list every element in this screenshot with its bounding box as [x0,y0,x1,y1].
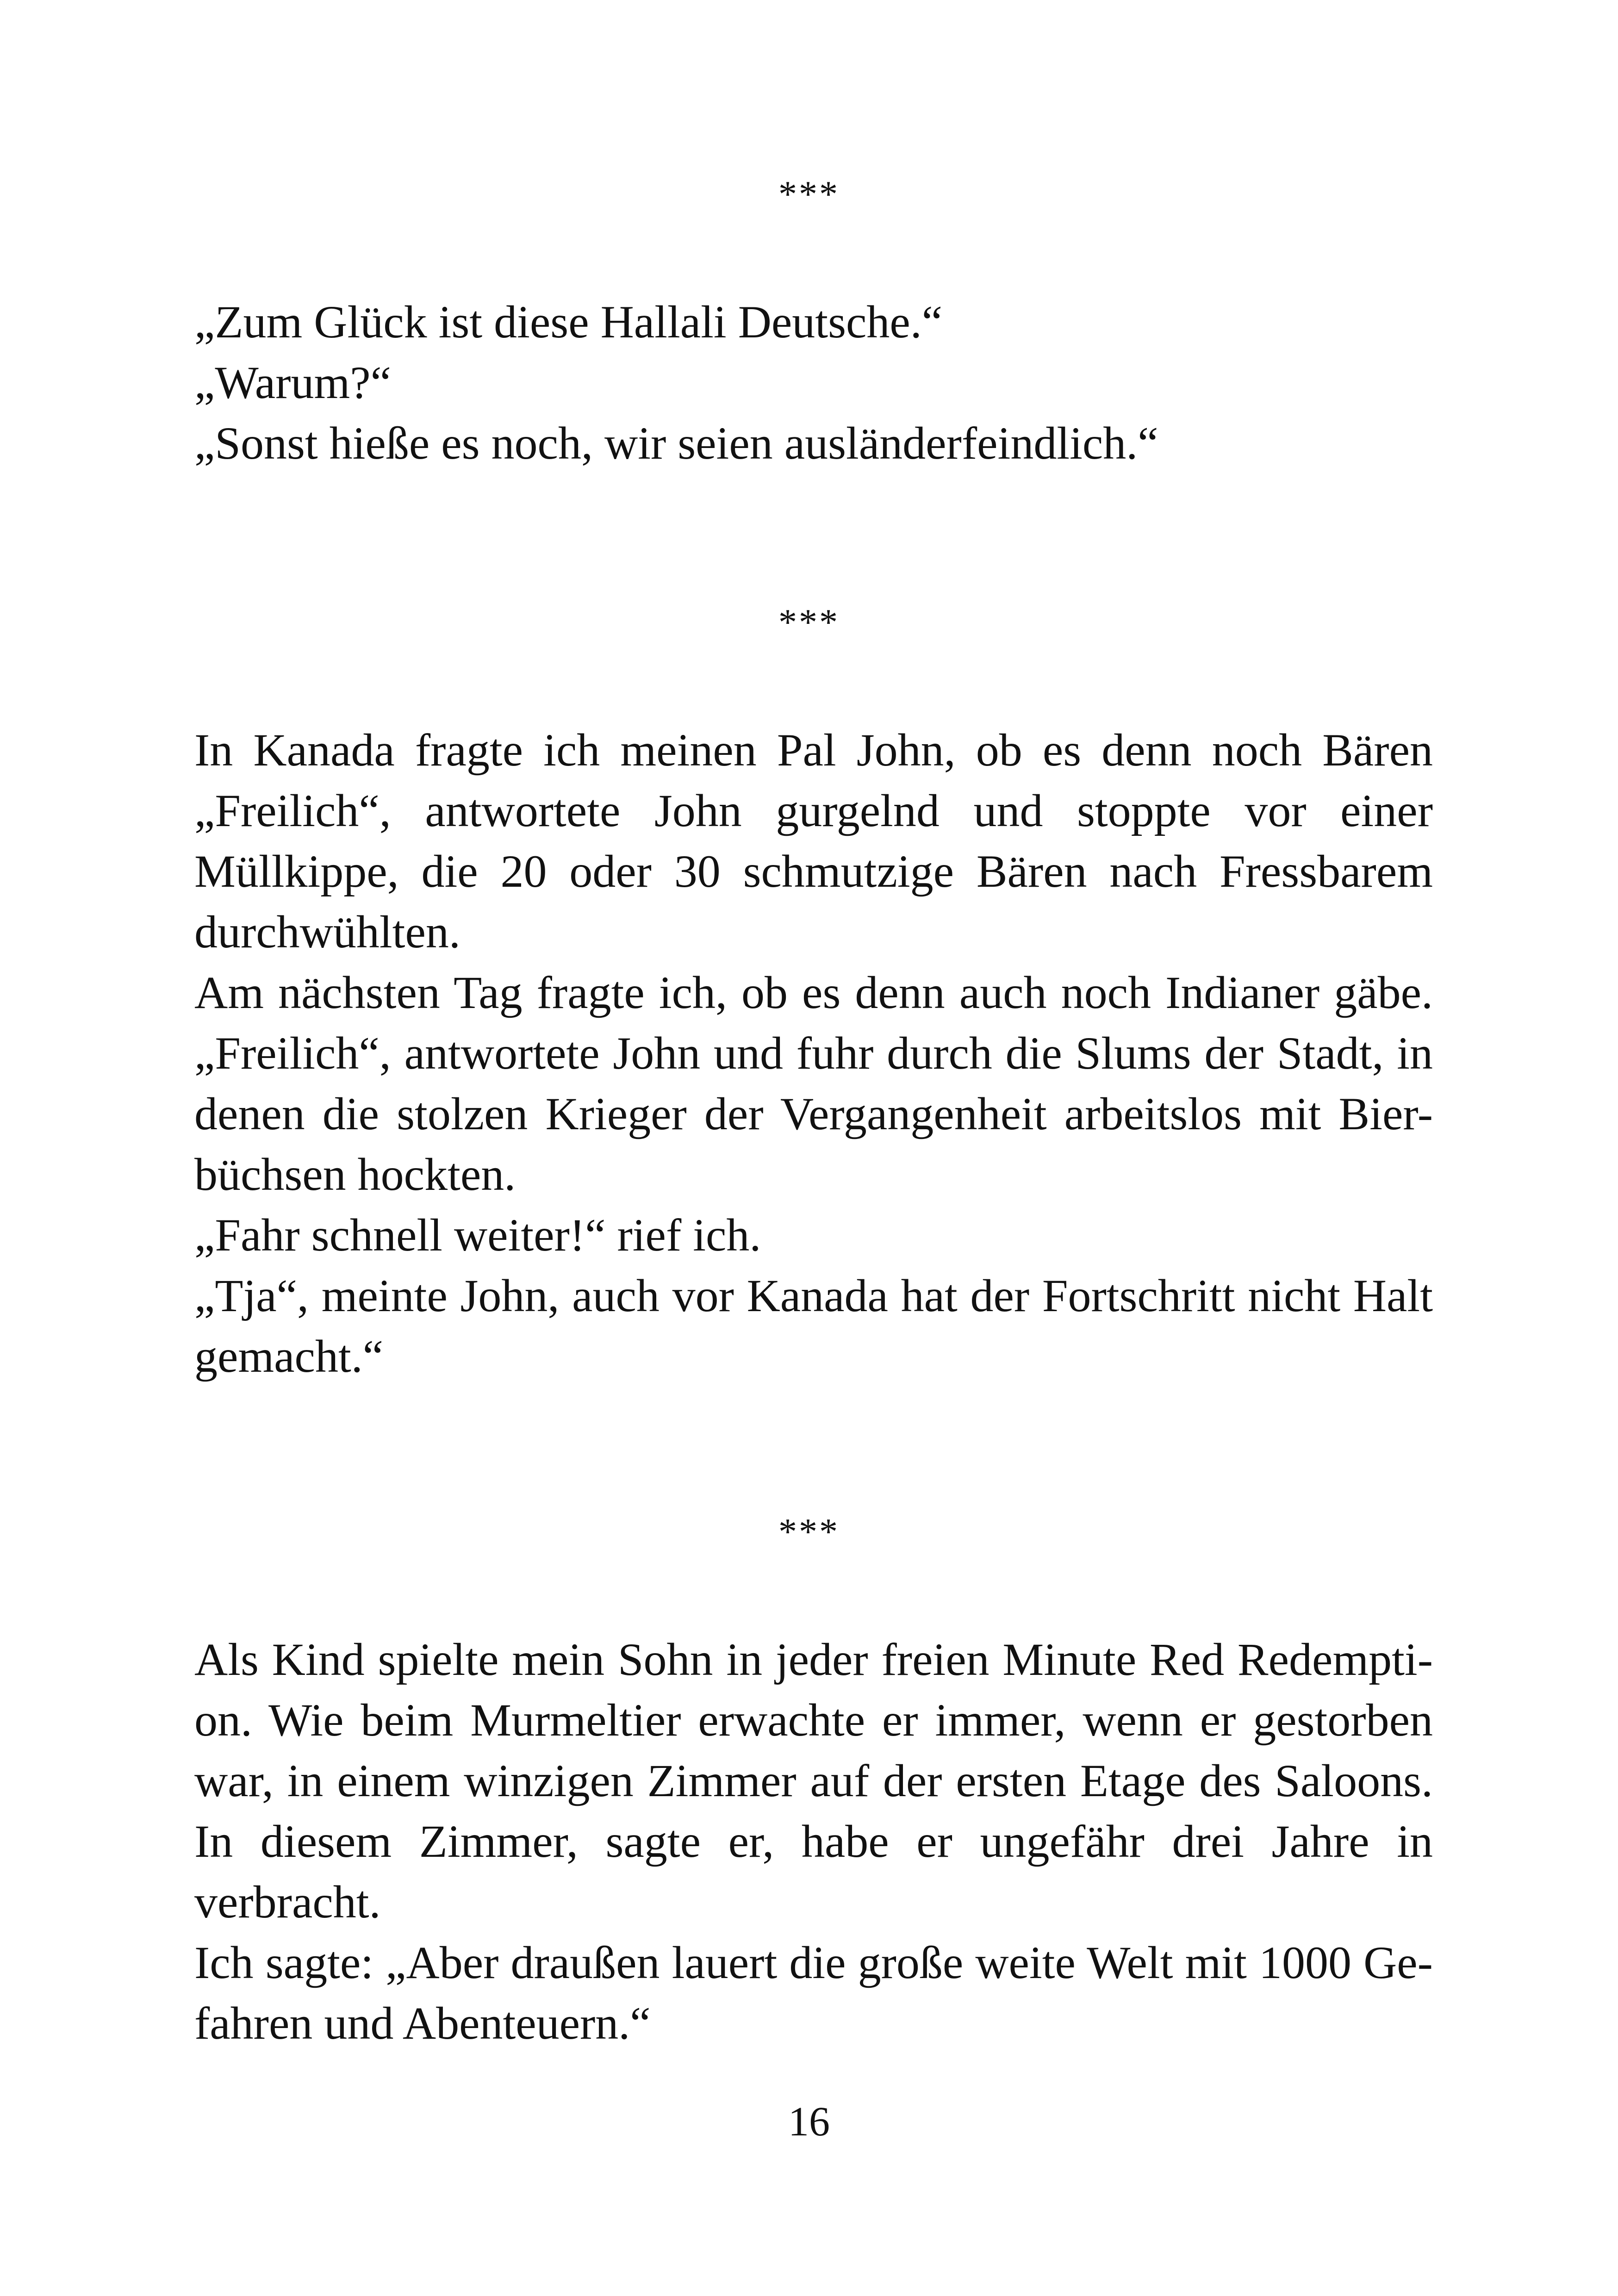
text-line: on. Wie beim Murmeltier erwachte er immer, wenn er gestorben [194,1694,1433,1746]
dialogue-block-1 [194,292,1433,473]
text-line: „Zum Glück ist diese Hallali Deutsche.“ [194,296,943,348]
section-separator: *** [778,1512,840,1552]
section-separator: *** [778,602,840,643]
text-line: In Kanada fragte ich meinen Pal John, ob es denn noch Bären [194,724,1433,776]
page-number: 16 [788,2099,830,2145]
text-line: „Tja“, meinte John, auch vor Kanada hat der Fortschritt nicht Halt [194,1270,1433,1321]
text-line: büchsen hockten. [194,1149,516,1200]
story-block-canada [194,720,1433,1387]
text-line: „Warum?“ [194,357,391,408]
text-line: gemacht.“ [194,1331,384,1382]
text-line: durchwühlten. [194,906,461,958]
text-line: „Freilich“, antwortete John und fuhr durch die Slums der Stadt, in [194,1027,1433,1079]
text-line: In diesem Zimmer, sagte er, habe er ungefähr drei Jahre in [194,1816,1433,1867]
text-line: fahren und Abenteuern.“ [194,1997,651,2049]
text-line: Als Kind spielte mein Sohn in jeder freien Minute Red Redempti- [194,1634,1433,1685]
text-line: Müllkippe, die 20 oder 30 schmutzige Bären nach Fressbarem [194,846,1433,897]
text-line: „Freilich“, antwortete John gurgelnd und stoppte vor einer [194,785,1433,836]
text-line: „Fahr schnell weiter!“ rief ich. [194,1209,761,1261]
text-line: Ich sagte: „Aber draußen lauert die große weite Welt mit 1000 Ge- [194,1937,1433,1988]
text-line: Am nächsten Tag fragte ich, ob es denn auch noch Indianer gäbe. [194,967,1433,1018]
story-block-son [194,1629,1433,2053]
section-separator: *** [778,174,840,215]
text-line: verbracht. [194,1876,381,1928]
text-line: denen die stolzen Krieger der Vergangenheit arbeitslos mit Bier- [194,1088,1433,1139]
text-line: war, in einem winzigen Zimmer auf der ersten Etage des Saloons. [194,1755,1433,1806]
text-line: „Sonst hieße es noch, wir seien ausländerfeindlich.“ [194,417,1158,469]
